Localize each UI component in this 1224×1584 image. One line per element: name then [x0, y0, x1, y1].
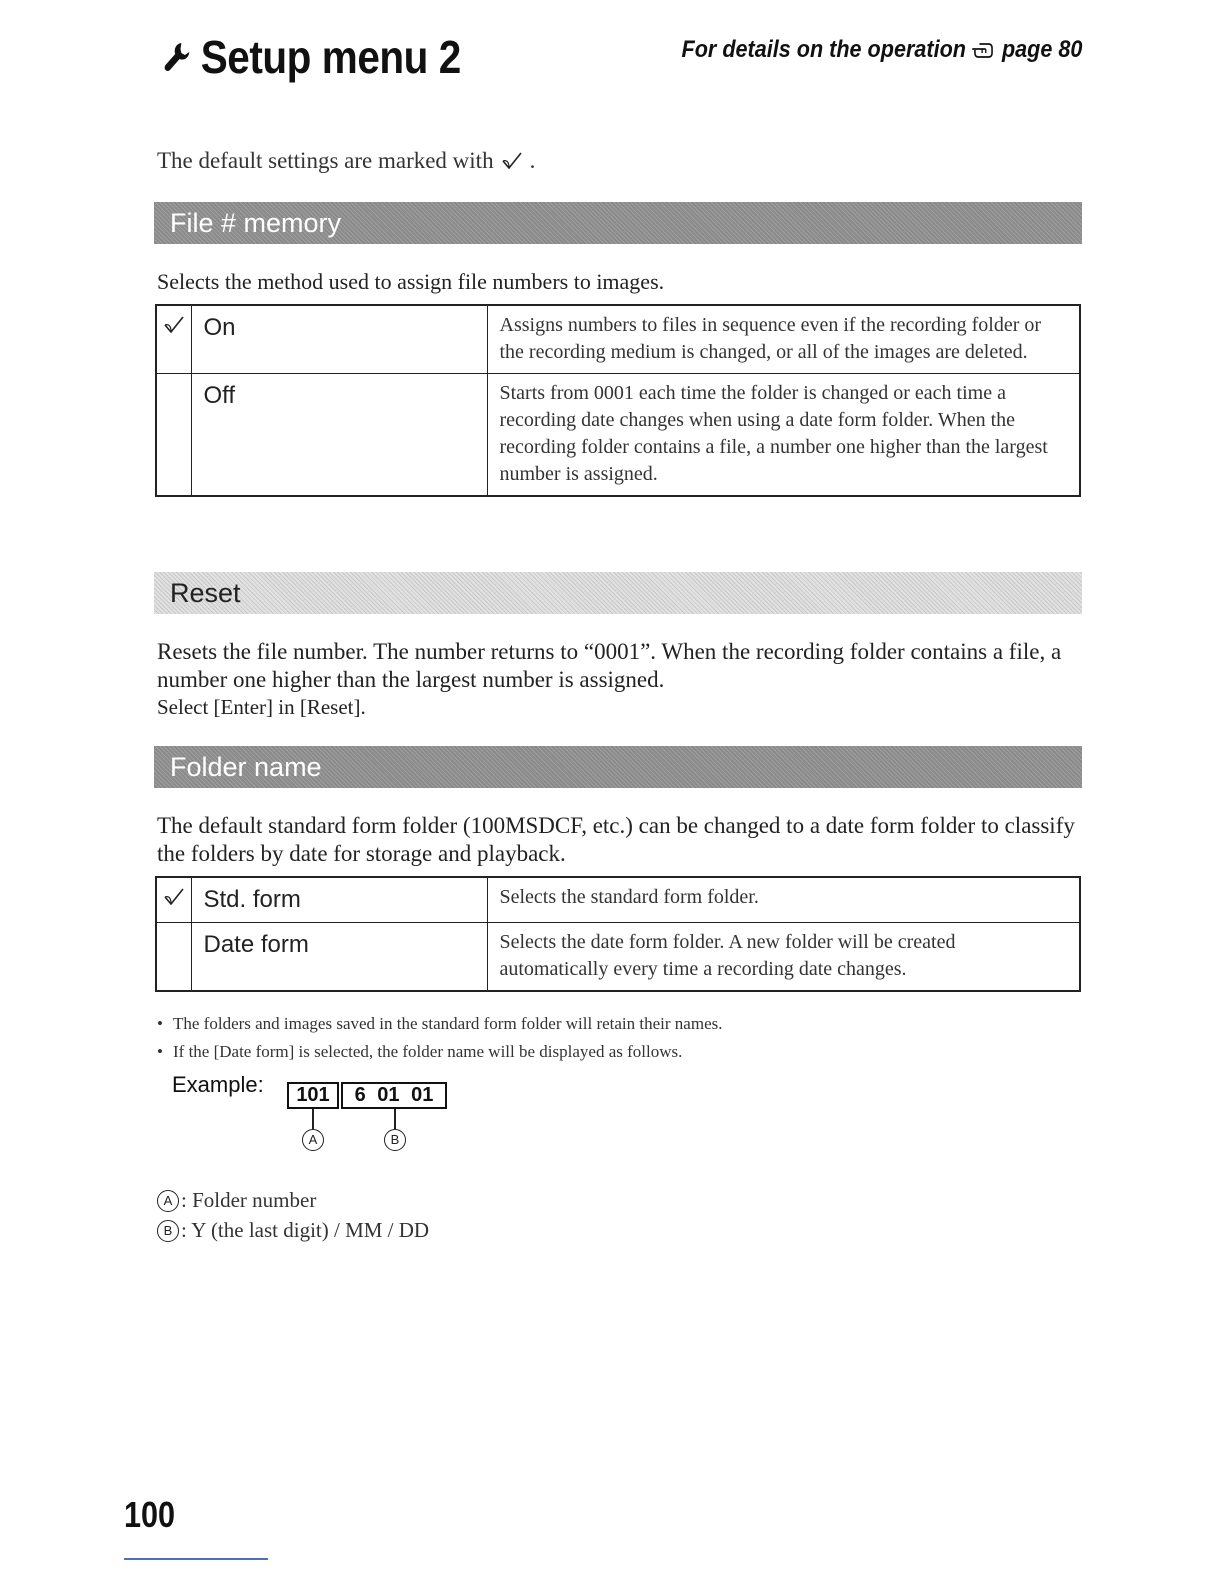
note-item: • The folders and images saved in the standard form folder will retain their names.	[157, 1010, 723, 1038]
checkmark-icon	[162, 886, 186, 908]
bottom-rule	[124, 1558, 268, 1560]
checkmark-icon	[162, 314, 186, 336]
table-row	[156, 374, 1080, 497]
note-item: • If the [Date form] is selected, the folder name will be displayed as follows.	[157, 1038, 723, 1066]
table-row	[156, 305, 1080, 374]
file-memory-description: Selects the method used to assign file numbers to images.	[157, 269, 665, 294]
example-label: Example:	[172, 1072, 264, 1097]
option-description: Selects the standard form folder.	[487, 877, 1080, 923]
reset-description: Resets the file number. The number returns to “0001”. When the recording folder contains a file, a number one higher than the largest number is assigned.	[157, 639, 1062, 692]
option-label: Date form	[191, 923, 487, 992]
page-title-text: Setup menu 2	[200, 31, 461, 83]
default-marker-cell	[156, 877, 191, 923]
example-date: 6 01 01	[341, 1082, 447, 1109]
legend-item	[157, 1218, 429, 1243]
folder-name-notes	[157, 1010, 723, 1066]
option-description: Assigns numbers to files in sequence even if the recording folder or the recording medium is changed, or all of the images are deleted.	[487, 305, 1080, 374]
option-label: Off	[191, 374, 487, 497]
page-title	[162, 30, 461, 84]
folder-name-description: The default standard form folder (100MSDCF, etc.) can be changed to a date form folder to classify the folders by date for storage and playback.	[157, 813, 1075, 866]
intro-text: The default settings are marked with	[157, 148, 494, 173]
reset-instruction: Select [Enter] in [Reset].	[157, 695, 366, 719]
option-label: On	[191, 305, 487, 374]
pointing-hand-icon	[971, 41, 996, 59]
marker-b: B	[384, 1129, 406, 1151]
table-row	[156, 877, 1080, 923]
legend-item	[157, 1188, 316, 1213]
section-heading-reset: Reset	[154, 572, 1082, 614]
example-folder-number: 101	[287, 1082, 339, 1109]
option-description: Selects the date form folder. A new folder will be created automatically every time a recording date changes.	[487, 923, 1080, 992]
legend-text: : Y (the last digit) / MM / DD	[181, 1218, 430, 1242]
checkmark-icon	[500, 150, 524, 172]
wrench-icon	[162, 40, 192, 74]
file-memory-options-table	[155, 304, 1081, 497]
section-heading-file-memory: File # memory	[154, 202, 1082, 244]
default-marker-cell	[156, 923, 191, 992]
marker-b: B	[157, 1220, 179, 1242]
option-description: Starts from 0001 each time the folder is changed or each time a recording date changes when using a date form folder. When the recording folder contains a file, a number one higher than the largest number is assigned.	[487, 374, 1080, 497]
section-heading-folder-name: Folder name	[154, 746, 1082, 788]
operation-reference	[681, 36, 1082, 64]
reference-page: page 80	[1001, 36, 1082, 63]
page-number: 100	[124, 1494, 176, 1535]
default-settings-intro	[157, 148, 535, 174]
callout-line	[312, 1109, 314, 1129]
intro-suffix: .	[529, 148, 536, 173]
callout-line	[394, 1109, 396, 1129]
legend-text: : Folder number	[181, 1188, 317, 1212]
folder-name-options-table	[155, 876, 1081, 992]
default-marker-cell	[156, 305, 191, 374]
reference-text: For details on the operation	[681, 36, 966, 63]
table-row	[156, 923, 1080, 992]
marker-a: A	[302, 1129, 324, 1151]
marker-a: A	[157, 1190, 179, 1212]
option-label: Std. form	[191, 877, 487, 923]
default-marker-cell	[156, 374, 191, 497]
